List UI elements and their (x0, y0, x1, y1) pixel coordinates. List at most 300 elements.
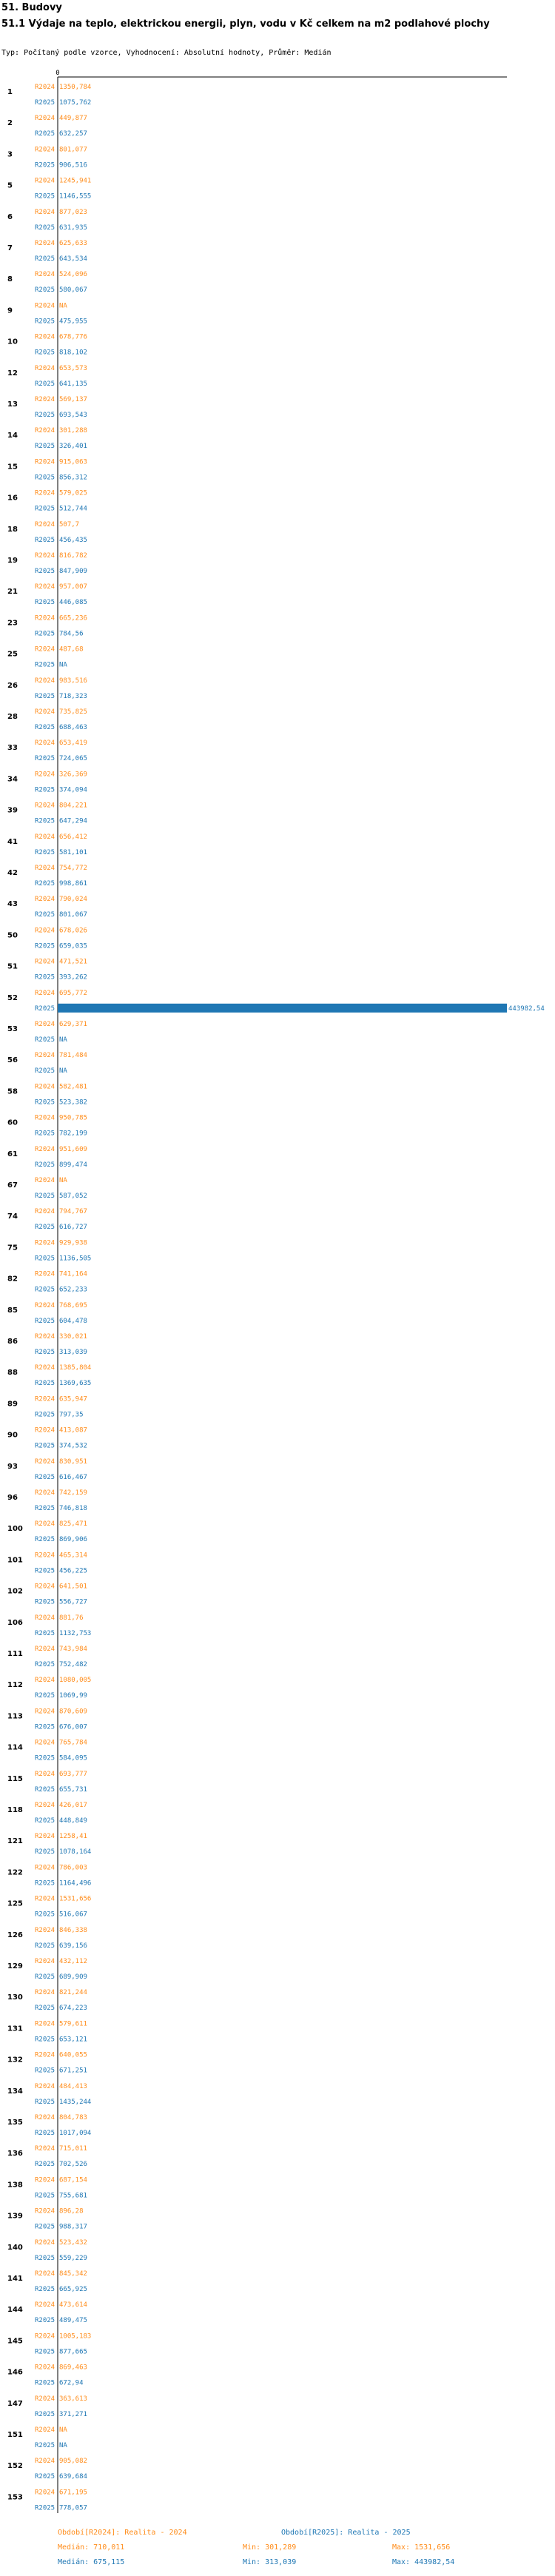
series-label-r2024: R2024 (35, 333, 56, 341)
row-label: 67 (7, 1181, 18, 1190)
series-label-r2025: R2025 (35, 318, 56, 326)
series-label-r2024: R2024 (35, 2395, 56, 2403)
row-label: 102 (7, 1587, 23, 1596)
data-label-r2024: 781,484 (59, 1052, 87, 1060)
series-label-r2024: R2024 (35, 364, 56, 372)
data-label-r2024: 951,609 (59, 1145, 87, 1153)
data-label-r2024: 523,432 (59, 2238, 87, 2247)
data-label-r2024: 742,159 (59, 1489, 87, 1497)
series-label-r2024: R2024 (35, 1833, 56, 1841)
data-label-r2024: 665,236 (59, 614, 87, 623)
data-label-r2024: 524,096 (59, 271, 87, 279)
data-label-r2025: 643,534 (59, 255, 87, 263)
row-label: 12 (7, 369, 18, 378)
series-label-r2025: R2025 (35, 599, 56, 607)
data-label-r2025: 641,135 (59, 380, 87, 388)
data-label-r2025: 448,849 (59, 1817, 87, 1825)
series-label-r2024: R2024 (35, 2114, 56, 2121)
series-label-r2025: R2025 (35, 1973, 56, 1981)
data-label-r2025: 632,257 (59, 130, 87, 138)
row-label: 52 (7, 993, 18, 1002)
series-label-r2024: R2024 (35, 1895, 56, 1903)
data-label-r2024: 507,7 (59, 520, 80, 529)
series-label-r2025: R2025 (35, 2130, 56, 2137)
data-label-r2024: 693,777 (59, 1770, 87, 1778)
data-label-r2025: 782,199 (59, 1130, 87, 1138)
series-label-r2024: R2024 (35, 208, 56, 216)
legend-r2025-median: Medián: 675,115 (58, 2558, 125, 2566)
data-label-r2025: 374,094 (59, 786, 87, 794)
data-label-r2025: 1069,99 (59, 1692, 87, 1700)
series-label-r2025: R2025 (35, 2286, 56, 2293)
series-label-r2024: R2024 (35, 1114, 56, 1122)
series-label-r2024: R2024 (35, 677, 56, 685)
series-label-r2025: R2025 (35, 1411, 56, 1419)
row-label: 111 (7, 1650, 23, 1658)
series-label-r2025: R2025 (35, 1848, 56, 1856)
row-label: 43 (7, 900, 18, 909)
series-label-r2024: R2024 (35, 896, 56, 904)
series-label-r2024: R2024 (35, 2458, 56, 2466)
data-label-r2024: 653,573 (59, 364, 87, 372)
data-label-r2025: 580,067 (59, 286, 87, 295)
data-label-r2024: 877,023 (59, 208, 87, 216)
data-label-r2024: 473,614 (59, 2301, 87, 2310)
data-label-r2025: 604,478 (59, 1317, 87, 1325)
data-label-r2025: 672,94 (59, 2379, 84, 2387)
row-label: 135 (7, 2119, 23, 2127)
row-label: 19 (7, 557, 18, 565)
row-label: 18 (7, 525, 18, 534)
data-label-r2025: 1132,753 (59, 1629, 92, 1637)
row-label: 61 (7, 1150, 18, 1158)
series-label-r2025: R2025 (35, 1911, 56, 1919)
data-label-r2024: 869,463 (59, 2364, 87, 2372)
series-label-r2025: R2025 (35, 474, 56, 482)
series-label-r2024: R2024 (35, 1989, 56, 1997)
series-label-r2025: R2025 (35, 349, 56, 357)
data-label-r2025: 724,065 (59, 755, 87, 763)
data-label-r2025: 801,067 (59, 911, 87, 919)
series-label-r2024: R2024 (35, 1739, 56, 1747)
row-label: 139 (7, 2212, 23, 2221)
data-label-r2024: 471,521 (59, 958, 87, 966)
data-label-r2024: 695,772 (59, 989, 87, 997)
series-label-r2024: R2024 (35, 2301, 56, 2310)
legend-r2025-min: Min: 313,039 (243, 2558, 297, 2566)
series-label-r2024: R2024 (35, 1177, 56, 1184)
row-label: 39 (7, 806, 18, 815)
row-label: 100 (7, 1525, 23, 1534)
data-label-r2024: 1531,656 (59, 1895, 92, 1903)
row-label: 86 (7, 1338, 18, 1346)
data-label-r2024: 629,371 (59, 1021, 87, 1028)
data-label-r2024: 579,611 (59, 2020, 87, 2028)
legend-r2025-max: Max: 443982,54 (392, 2558, 455, 2566)
series-label-r2024: R2024 (35, 2270, 56, 2278)
data-label-r2024: 735,825 (59, 708, 87, 716)
data-label-r2025: 587,052 (59, 1193, 87, 1200)
data-label-r2025: 856,312 (59, 474, 87, 482)
data-label-r2024: 625,633 (59, 240, 87, 247)
row-label: 118 (7, 1806, 23, 1814)
series-label-r2024: R2024 (35, 614, 56, 623)
data-label-r2024: 896,28 (59, 2207, 84, 2216)
series-label-r2024: R2024 (35, 958, 56, 966)
series-label-r2024: R2024 (35, 583, 56, 591)
data-label-r2025: 693,543 (59, 412, 87, 419)
row-label: 122 (7, 1868, 23, 1877)
series-label-r2025: R2025 (35, 817, 56, 825)
data-label-r2024: 957,007 (59, 583, 87, 591)
data-label-r2025: 616,467 (59, 1473, 87, 1481)
row-label: 106 (7, 1618, 23, 1627)
series-label-r2024: R2024 (35, 1270, 56, 1278)
data-label-r2025: 516,067 (59, 1911, 87, 1919)
row-label: 56 (7, 1056, 18, 1065)
series-label-r2024: R2024 (35, 1395, 56, 1403)
data-label-r2025: 456,435 (59, 536, 87, 544)
series-label-r2025: R2025 (35, 2442, 56, 2449)
row-label: 42 (7, 869, 18, 877)
series-label-r2024: R2024 (35, 2082, 56, 2090)
series-label-r2025: R2025 (35, 1942, 56, 1950)
data-label-r2024: 363,613 (59, 2395, 87, 2403)
series-label-r2024: R2024 (35, 1145, 56, 1153)
row-label: 1 (7, 88, 13, 96)
series-label-r2025: R2025 (35, 505, 56, 513)
series-label-r2024: R2024 (35, 1708, 56, 1716)
row-label: 152 (7, 2462, 23, 2471)
data-label-r2024: 1385,804 (59, 1364, 92, 1372)
data-label-r2025: 1146,555 (59, 192, 92, 201)
series-label-r2025: R2025 (35, 1317, 56, 1325)
series-label-r2024: R2024 (35, 708, 56, 716)
series-label-r2025: R2025 (35, 380, 56, 388)
data-label-r2025: 616,727 (59, 1224, 87, 1232)
series-label-r2025: R2025 (35, 2223, 56, 2231)
data-label-r2024: 413,087 (59, 1426, 87, 1435)
series-label-r2025: R2025 (35, 2161, 56, 2169)
series-label-r2025: R2025 (35, 1099, 56, 1107)
data-label-r2024: 845,342 (59, 2270, 87, 2278)
data-label-r2024: 1080,005 (59, 1677, 92, 1685)
row-label: 134 (7, 2087, 23, 2096)
series-label-r2024: R2024 (35, 552, 56, 560)
series-label-r2025: R2025 (35, 848, 56, 856)
data-label-r2024: 870,609 (59, 1708, 87, 1716)
data-label-r2024: 950,785 (59, 1114, 87, 1122)
row-label: 113 (7, 1712, 23, 1721)
data-label-r2025: 784,56 (59, 630, 84, 638)
bar-r2025 (58, 1004, 507, 1013)
series-label-r2025: R2025 (35, 161, 56, 170)
data-label-r2024: 582,481 (59, 1083, 87, 1091)
row-label: 131 (7, 2025, 23, 2033)
data-label-r2024: 1258,41 (59, 1833, 87, 1841)
row-label: 60 (7, 1118, 18, 1127)
series-label-r2024: R2024 (35, 115, 56, 123)
data-label-r2025: 639,684 (59, 2473, 87, 2481)
series-label-r2025: R2025 (35, 2098, 56, 2106)
data-label-r2024: 1350,784 (59, 84, 92, 91)
row-label: 146 (7, 2368, 23, 2377)
data-label-r2025: 1017,094 (59, 2130, 92, 2137)
series-label-r2025: R2025 (35, 911, 56, 919)
series-label-r2024: R2024 (35, 458, 56, 466)
data-label-r2025: 581,101 (59, 848, 87, 856)
x-tick-label: 0 (56, 70, 60, 77)
series-label-r2024: R2024 (35, 84, 56, 91)
data-label-r2025: 674,223 (59, 2005, 87, 2013)
data-label-r2025: 665,925 (59, 2286, 87, 2293)
data-label-r2024: 678,026 (59, 927, 87, 935)
series-label-r2024: R2024 (35, 2364, 56, 2372)
data-label-r2024: 786,003 (59, 1864, 87, 1872)
data-label-r2025: 475,955 (59, 318, 87, 326)
series-label-r2024: R2024 (35, 489, 56, 497)
series-label-r2024: R2024 (35, 1239, 56, 1247)
data-label-r2024: 741,164 (59, 1270, 87, 1278)
series-label-r2024: R2024 (35, 2020, 56, 2028)
row-label: 147 (7, 2399, 23, 2408)
row-label: 138 (7, 2181, 23, 2190)
series-label-r2024: R2024 (35, 2207, 56, 2216)
data-label-r2024: 804,783 (59, 2114, 87, 2121)
data-label-r2024: 678,776 (59, 333, 87, 341)
series-label-r2025: R2025 (35, 255, 56, 263)
data-label-r2025: 1369,635 (59, 1380, 92, 1388)
data-label-r2024: 640,055 (59, 2051, 87, 2059)
series-label-r2025: R2025 (35, 130, 56, 138)
data-label-r2025: 988,317 (59, 2223, 87, 2231)
data-label-r2025: 899,474 (59, 1161, 87, 1169)
series-label-r2025: R2025 (35, 2036, 56, 2044)
series-label-r2024: R2024 (35, 1083, 56, 1091)
data-label-r2025: 655,731 (59, 1785, 87, 1794)
series-label-r2024: R2024 (35, 1052, 56, 1060)
data-label-r2025: 702,526 (59, 2161, 87, 2169)
row-label: 136 (7, 2150, 23, 2159)
data-label-r2024: 790,024 (59, 896, 87, 904)
series-label-r2025: R2025 (35, 1879, 56, 1888)
row-label: 50 (7, 931, 18, 940)
data-label-r2025: 755,681 (59, 2192, 87, 2200)
series-label-r2025: R2025 (35, 1130, 56, 1138)
series-label-r2025: R2025 (35, 2067, 56, 2075)
series-label-r2025: R2025 (35, 1754, 56, 1762)
row-label: 25 (7, 650, 18, 659)
legend-r2024-min: Min: 301,289 (243, 2543, 297, 2552)
row-label: 141 (7, 2275, 23, 2283)
data-label-r2025: 559,229 (59, 2254, 87, 2262)
chart-title: 51.1 Výdaje na teplo, elektrickou energii, plyn, vodu v Kč celkem na m2 podlahové plochy (1, 19, 490, 30)
data-label-r2024: 846,338 (59, 1926, 87, 1934)
series-label-r2024: R2024 (35, 1677, 56, 1685)
data-label-r2024: 794,767 (59, 1208, 87, 1216)
data-label-r2024: 635,947 (59, 1395, 87, 1403)
data-label-r2025: 847,909 (59, 568, 87, 575)
data-label-r2025: 676,007 (59, 1723, 87, 1731)
row-label: 9 (7, 306, 13, 315)
row-label: 26 (7, 681, 18, 690)
row-label: 125 (7, 1899, 23, 1908)
data-label-r2024: 801,077 (59, 146, 87, 154)
series-label-r2024: R2024 (35, 2176, 56, 2184)
row-label: 74 (7, 1212, 18, 1221)
data-label-r2025: 1078,164 (59, 1848, 92, 1856)
data-label-r2024: 881,76 (59, 1614, 84, 1622)
series-label-r2025: R2025 (35, 2005, 56, 2013)
row-label: 114 (7, 1743, 23, 1752)
series-label-r2025: R2025 (35, 192, 56, 201)
row-label: 101 (7, 1556, 23, 1565)
row-label: 14 (7, 432, 18, 440)
series-label-r2024: R2024 (35, 302, 56, 310)
data-label-r2025: 746,818 (59, 1505, 87, 1512)
row-label: 121 (7, 1837, 23, 1846)
series-label-r2025: R2025 (35, 880, 56, 888)
data-label-r2025: 639,156 (59, 1942, 87, 1950)
data-label-r2025: NA (59, 1036, 67, 1044)
series-label-r2025: R2025 (35, 286, 56, 295)
data-label-r2024: 1005,183 (59, 2332, 92, 2341)
data-label-r2025: NA (59, 661, 67, 669)
series-label-r2025: R2025 (35, 973, 56, 982)
legend-r2024-median: Medián: 710,011 (58, 2543, 125, 2552)
row-label: 53 (7, 1025, 18, 1033)
series-label-r2025: R2025 (35, 1692, 56, 1700)
series-label-r2025: R2025 (35, 224, 56, 232)
data-label-r2024: 804,221 (59, 802, 87, 810)
series-label-r2025: R2025 (35, 412, 56, 419)
data-label-r2025: NA (59, 1067, 67, 1076)
series-label-r2024: R2024 (35, 271, 56, 279)
row-label: 8 (7, 275, 13, 284)
data-label-r2024: NA (59, 1177, 67, 1184)
data-label-r2025: 998,861 (59, 880, 87, 888)
row-label: 112 (7, 1681, 23, 1690)
series-label-r2024: R2024 (35, 2238, 56, 2247)
series-label-r2024: R2024 (35, 1552, 56, 1560)
row-label: 90 (7, 1431, 18, 1440)
data-label-r2025: 778,057 (59, 2504, 87, 2512)
row-label: 34 (7, 775, 18, 784)
data-label-r2025: 906,516 (59, 161, 87, 170)
data-label-r2024: 641,501 (59, 1583, 87, 1591)
page-title: 51. Budovy (1, 2, 62, 13)
row-label: 41 (7, 837, 18, 846)
row-label: 15 (7, 463, 18, 472)
row-label: 82 (7, 1275, 18, 1284)
row-label: 16 (7, 494, 18, 503)
series-label-r2024: R2024 (35, 1770, 56, 1778)
row-label: 7 (7, 244, 13, 252)
row-label: 3 (7, 150, 13, 159)
series-label-r2025: R2025 (35, 2379, 56, 2387)
data-label-r2024: 816,782 (59, 552, 87, 560)
series-label-r2024: R2024 (35, 2051, 56, 2059)
data-label-r2024: 432,112 (59, 1958, 87, 1965)
row-label: 75 (7, 1244, 18, 1252)
series-label-r2024: R2024 (35, 2489, 56, 2497)
series-label-r2025: R2025 (35, 1661, 56, 1668)
row-label: 33 (7, 744, 18, 753)
series-label-r2024: R2024 (35, 1864, 56, 1872)
series-label-r2025: R2025 (35, 1004, 56, 1013)
series-label-r2025: R2025 (35, 2473, 56, 2481)
row-label: 132 (7, 2056, 23, 2065)
series-label-r2025: R2025 (35, 443, 56, 451)
data-label-r2024: 687,154 (59, 2176, 87, 2184)
data-label-r2024: 326,369 (59, 771, 87, 779)
row-label: 5 (7, 181, 13, 190)
series-label-r2024: R2024 (35, 865, 56, 872)
data-label-r2025: 1435,244 (59, 2098, 92, 2106)
data-label-r2024: 765,784 (59, 1739, 87, 1747)
data-label-r2025: 652,233 (59, 1286, 87, 1294)
data-label-r2025: 374,532 (59, 1442, 87, 1450)
row-label: 153 (7, 2493, 23, 2502)
series-label-r2024: R2024 (35, 2145, 56, 2153)
data-label-r2025: 647,294 (59, 817, 87, 825)
data-label-r2024: 487,68 (59, 645, 84, 654)
series-label-r2025: R2025 (35, 1349, 56, 1356)
row-label: 129 (7, 1962, 23, 1970)
row-label: 126 (7, 1931, 23, 1939)
data-label-r2024: 1245,941 (59, 177, 92, 185)
series-label-r2024: R2024 (35, 1426, 56, 1435)
series-label-r2024: R2024 (35, 1364, 56, 1372)
data-label-r2024: 830,951 (59, 1458, 87, 1466)
data-label-r2025: 556,727 (59, 1598, 87, 1606)
series-label-r2024: R2024 (35, 2332, 56, 2341)
series-label-r2025: R2025 (35, 1224, 56, 1232)
legend-r2024-label: Období[R2024]: Realita - 2024 (58, 2529, 187, 2537)
series-label-r2025: R2025 (35, 1161, 56, 1169)
data-label-r2025: 671,251 (59, 2067, 87, 2075)
chart-settings: Typ: Počítaný podle vzorce, Vyhodnocení: Absolutní hodnoty, Průměr: Medián (1, 49, 332, 57)
series-label-r2024: R2024 (35, 1489, 56, 1497)
series-label-r2025: R2025 (35, 2192, 56, 2200)
data-label-r2024: 915,063 (59, 458, 87, 466)
series-label-r2024: R2024 (35, 1333, 56, 1341)
series-label-r2025: R2025 (35, 1598, 56, 1606)
data-label-r2025: 456,225 (59, 1567, 87, 1575)
data-label-r2024: 825,471 (59, 1520, 87, 1529)
series-label-r2025: R2025 (35, 755, 56, 763)
series-label-r2025: R2025 (35, 1286, 56, 1294)
series-label-r2024: R2024 (35, 240, 56, 247)
series-label-r2025: R2025 (35, 786, 56, 794)
data-label-r2025: 1136,505 (59, 1255, 92, 1263)
row-label: 145 (7, 2337, 23, 2346)
row-label: 140 (7, 2243, 23, 2252)
series-label-r2024: R2024 (35, 739, 56, 748)
data-label-r2025: 512,744 (59, 505, 87, 513)
data-label-r2025: NA (59, 2442, 67, 2449)
series-label-r2025: R2025 (35, 1629, 56, 1637)
data-label-r2024: 426,017 (59, 1802, 87, 1809)
row-label: 6 (7, 212, 13, 221)
row-label: 2 (7, 119, 13, 128)
series-label-r2025: R2025 (35, 1473, 56, 1481)
series-label-r2025: R2025 (35, 2410, 56, 2418)
series-label-r2025: R2025 (35, 1067, 56, 1076)
series-label-r2024: R2024 (35, 427, 56, 435)
data-label-r2024: 743,984 (59, 1646, 87, 1653)
series-label-r2025: R2025 (35, 661, 56, 669)
